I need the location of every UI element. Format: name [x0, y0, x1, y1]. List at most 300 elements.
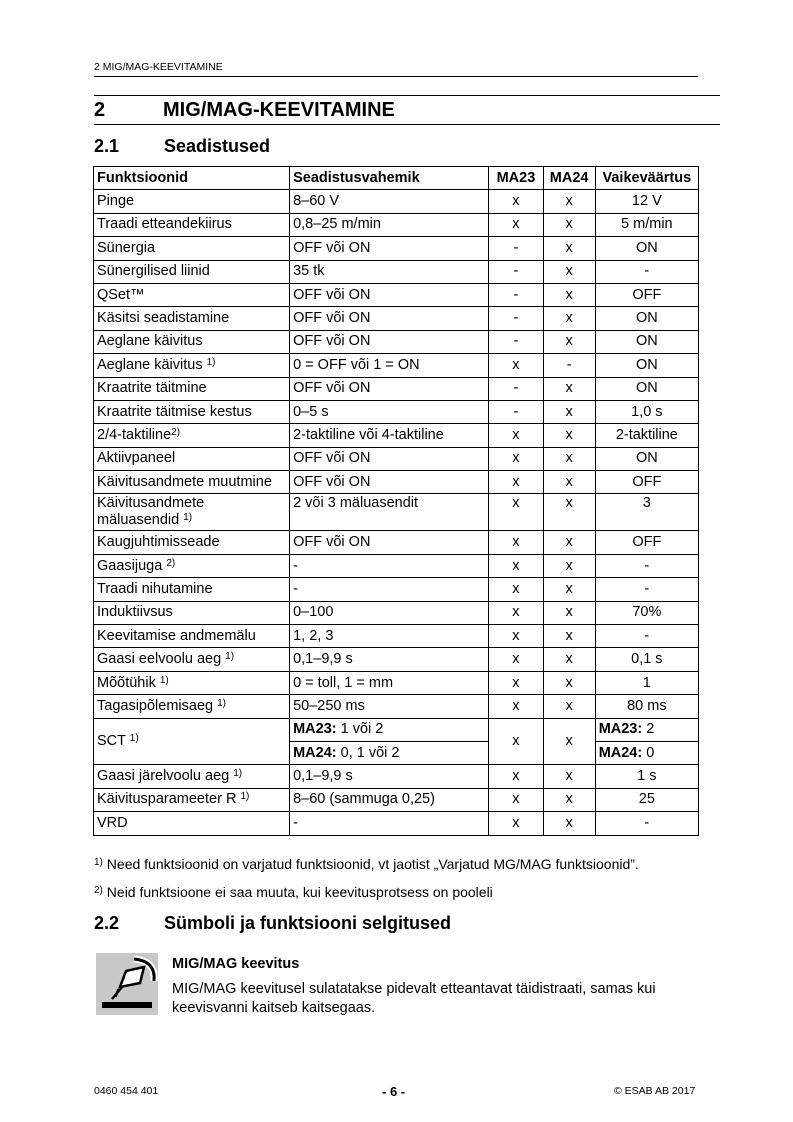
cell-ma24-text: x: [565, 403, 573, 420]
cell-function-text: Gaasi järelvoolu aeg: [97, 768, 234, 785]
cell-ma23: [489, 400, 543, 423]
cell-function-text: Sünergilised liinid: [97, 263, 210, 280]
cell-range-text: OFF või ON: [293, 310, 371, 327]
cell-range-text: OFF või ON: [293, 450, 371, 467]
cell-function: [94, 765, 290, 788]
cell-ma23: [489, 260, 543, 283]
footer-copyright: © ESAB AB 2017: [614, 1085, 696, 1097]
table-row-sct: [94, 718, 699, 741]
cell-range-text: 50–250 ms: [293, 697, 365, 714]
cell-ma23-text: x: [512, 604, 520, 621]
cell-ma24: [543, 237, 595, 260]
cell-ma24: [543, 671, 595, 694]
cell-ma24-text: x: [565, 791, 573, 808]
cell-function-text: VRD: [97, 814, 128, 831]
cell-ma23: [489, 554, 543, 577]
cell-ma23-text: x: [512, 627, 520, 644]
cell-default-text: ON: [635, 310, 658, 327]
cell-ma24-text: x: [565, 263, 573, 280]
cell-default: [595, 554, 698, 577]
cell-function-line1: Käivitusandmete: [97, 495, 205, 512]
range-value-ma23: 1 või 2: [336, 721, 384, 738]
cell-ma24-text: x: [565, 627, 573, 644]
cell-function: [94, 330, 290, 353]
cell-function: [94, 190, 290, 213]
cell-range-text: -: [293, 557, 298, 574]
cell-function-text: Kaugjuhtimisseade: [97, 534, 220, 551]
running-header: 2 MIG/MAG-KEEVITAMINE: [94, 61, 698, 77]
cell-ma23: [489, 447, 543, 470]
cell-range-text: 0 = toll, 1 = mm: [293, 674, 394, 691]
table-row: [94, 671, 699, 694]
symbol-title: MIG/MAG keevitus: [172, 956, 300, 972]
cell-function-text: Keevitamise andmemälu: [97, 627, 256, 644]
cell-ma23: [489, 648, 543, 671]
cell-default: [595, 400, 698, 423]
cell-range: [290, 601, 489, 624]
cell-default-text: 1 s: [637, 768, 657, 785]
cell-ma24-text: x: [565, 193, 573, 210]
cell-ma23-text: -: [513, 310, 519, 327]
cell-range: [290, 424, 489, 447]
cell-function-text: Kraatrite täitmise kestus: [97, 403, 252, 420]
footnote-ref: 1): [183, 512, 193, 524]
cell-range-text: 0–5 s: [293, 403, 329, 420]
footnote-1: [94, 856, 639, 872]
cell-ma24-text: x: [565, 697, 573, 714]
cell-range: [290, 354, 489, 377]
cell-ma24: [543, 554, 595, 577]
footnote-ref: 2): [171, 426, 181, 438]
cell-range: [290, 237, 489, 260]
cell-range-text: 8–60 (sammuga 0,25): [293, 791, 435, 808]
cell-range: [290, 260, 489, 283]
cell-ma23-text: x: [512, 651, 520, 668]
cell-ma23: [489, 190, 543, 213]
cell-function: [94, 400, 290, 423]
cell-range-ma24: [290, 741, 489, 764]
cell-ma23: [489, 237, 543, 260]
cell-ma23: [489, 695, 543, 718]
cell-range: [290, 471, 489, 494]
cell-default: [595, 601, 698, 624]
cell-default-text: OFF: [632, 534, 662, 551]
settings-table: [93, 166, 699, 836]
cell-ma23: [489, 354, 543, 377]
table-row: [94, 788, 699, 811]
cell-ma23: [489, 625, 543, 648]
table-body: [94, 190, 699, 835]
table-row: [94, 190, 699, 213]
cell-ma23-text: x: [512, 814, 520, 831]
cell-range: [290, 671, 489, 694]
footnote-ref: 2): [166, 557, 176, 569]
cell-function: [94, 625, 290, 648]
symbol-description: MIG/MAG keevitusel sulatatakse pidevalt etteantavat täidistraati, samas kui keevisvanni kaitseb kaitsegaas.: [172, 981, 656, 1016]
cell-ma23: [489, 283, 543, 306]
cell-ma23: x: [489, 718, 543, 765]
cell-default-text: -: [644, 814, 650, 831]
cell-ma24: [543, 400, 595, 423]
cell-function-text: Pinge: [97, 193, 135, 210]
cell-ma24-text: x: [565, 814, 573, 831]
cell-function: [94, 601, 290, 624]
table-row: [94, 531, 699, 554]
cell-default: [595, 695, 698, 718]
cell-ma23-text: x: [512, 193, 520, 210]
table-row: [94, 400, 699, 423]
cell-range-text: -: [293, 580, 298, 597]
cell-default: [595, 190, 698, 213]
cell-range: [290, 648, 489, 671]
cell-range-text: 8–60 V: [293, 193, 340, 210]
cell-function: [94, 213, 290, 236]
cell-default-text: ON: [635, 450, 658, 467]
cell-ma23: [489, 531, 543, 554]
cell-ma24: [543, 377, 595, 400]
table-row: [94, 554, 699, 577]
cell-ma24: [543, 424, 595, 447]
cell-function-text: Aeglane käivitus: [97, 333, 203, 350]
cell-default-text: 1: [642, 674, 651, 691]
cell-default: [595, 765, 698, 788]
cell-ma24-text: x: [565, 651, 573, 668]
table-row: [94, 695, 699, 718]
cell-range: [290, 283, 489, 306]
cell-default-text: 1,0 s: [631, 403, 663, 420]
cell-function: [94, 260, 290, 283]
cell-range-text: OFF või ON: [293, 286, 371, 303]
cell-range: [290, 307, 489, 330]
cell-default-text: OFF: [632, 473, 662, 490]
cell-default-text: -: [644, 263, 650, 280]
cell-ma23-text: -: [513, 380, 519, 397]
default-value-ma23: 2: [642, 721, 655, 738]
cell-range: [290, 400, 489, 423]
cell-function: [94, 283, 290, 306]
cell-function-text: Gaasi eelvoolu aeg: [97, 651, 226, 668]
cell-ma24-text: x: [565, 674, 573, 691]
cell-range: [290, 377, 489, 400]
cell-default-text: -: [644, 557, 650, 574]
footer-doc-number: 0460 454 401: [94, 1085, 159, 1097]
cell-range: [290, 788, 489, 811]
cell-function: [94, 424, 290, 447]
cell-ma24: [543, 447, 595, 470]
table-row: [94, 283, 699, 306]
cell-ma23: [489, 601, 543, 624]
cell-ma24-text: x: [565, 239, 573, 256]
footnote-2: [94, 884, 493, 900]
cell-ma23: [489, 213, 543, 236]
cell-function-text: Käsitsi seadistamine: [97, 310, 230, 327]
cell-default: [595, 788, 698, 811]
cell-range-text: OFF või ON: [293, 534, 371, 551]
cell-default: [595, 307, 698, 330]
cell-range: [290, 578, 489, 601]
table-row: [94, 424, 699, 447]
cell-function-text: Induktiivsus: [97, 604, 173, 621]
cell-ma24-text: x: [565, 310, 573, 327]
footnote-ref: 1): [225, 651, 235, 663]
cell-ma23-text: x: [512, 216, 520, 233]
cell-default-text: -: [644, 580, 650, 597]
footnote-mark: 2): [94, 885, 103, 896]
cell-ma23-text: x: [512, 697, 520, 714]
cell-default-text: ON: [635, 239, 658, 256]
cell-ma23-text: -: [513, 263, 519, 280]
footnote-mark: 1): [94, 857, 103, 868]
cell-range-text: 0–100: [293, 604, 334, 621]
section-number: 2: [94, 99, 106, 121]
cell-ma23: [489, 424, 543, 447]
cell-ma24: x: [543, 718, 595, 765]
footnote-ref: 1): [206, 356, 216, 368]
header-ma24: MA24: [543, 167, 595, 190]
cell-range-text: 0,1–9,9 s: [293, 651, 353, 668]
cell-default: [595, 578, 698, 601]
cell-ma23-text: x: [512, 473, 520, 490]
cell-range: [290, 554, 489, 577]
cell-function: [94, 648, 290, 671]
cell-ma23-text: x: [512, 768, 520, 785]
cell-ma24: [543, 648, 595, 671]
cell-function: [94, 494, 290, 531]
cell-function-text: QSet™: [97, 286, 145, 303]
table-row: [94, 447, 699, 470]
cell-range: [290, 765, 489, 788]
cell-ma23: [489, 765, 543, 788]
cell-ma24-text: x: [565, 286, 573, 303]
cell-function: [94, 718, 290, 765]
cell-ma23-text: x: [512, 791, 520, 808]
cell-function-text: 2/4-taktiline: [97, 426, 172, 443]
cell-default-text: 70%: [632, 604, 662, 621]
cell-function: [94, 531, 290, 554]
cell-range: 2 või 3 mäluasendit: [290, 494, 489, 531]
cell-ma24: [543, 788, 595, 811]
cell-function-text: Sünergia: [97, 239, 156, 256]
cell-default: [595, 648, 698, 671]
cell-range-text: OFF või ON: [293, 239, 371, 256]
footnote-ref: 1): [129, 732, 139, 744]
cell-ma24-text: x: [565, 380, 573, 397]
cell-range-text: 0,1–9,9 s: [293, 768, 353, 785]
subsection-number: 2.1: [94, 136, 120, 156]
cell-default-ma23: [595, 718, 698, 741]
cell-default: [595, 237, 698, 260]
cell-ma23-text: -: [513, 286, 519, 303]
cell-default-text: 2-taktiline: [615, 426, 678, 443]
cell-default-text: 12 V: [631, 193, 662, 210]
cell-default: [595, 812, 698, 835]
cell-range-text: OFF või ON: [293, 473, 371, 490]
cell-ma23-text: -: [513, 403, 519, 420]
cell-function: [94, 377, 290, 400]
table-row: [94, 765, 699, 788]
cell-function-text: Tagasipõlemisaeg: [97, 697, 218, 714]
cell-ma24: x: [543, 494, 595, 531]
cell-ma24-text: -: [566, 356, 572, 373]
footer-page-number: - 6 -: [382, 1084, 406, 1099]
cell-range-text: 0 = OFF või 1 = ON: [293, 356, 420, 373]
cell-range-text: 35 tk: [293, 263, 325, 280]
range-label-ma23: MA23:: [293, 721, 337, 738]
cell-function-text: Käivitusparameeter R: [97, 791, 241, 808]
cell-default: [595, 283, 698, 306]
table-row: [94, 601, 699, 624]
cell-default-text: ON: [635, 356, 658, 373]
cell-range-text: OFF või ON: [293, 380, 371, 397]
cell-ma23: [489, 578, 543, 601]
cell-range: [290, 625, 489, 648]
cell-function: [94, 671, 290, 694]
cell-ma23-text: x: [512, 356, 520, 373]
cell-ma24: [543, 213, 595, 236]
cell-function: [94, 447, 290, 470]
cell-ma24: [543, 625, 595, 648]
cell-function: [94, 695, 290, 718]
cell-ma24-text: x: [565, 216, 573, 233]
cell-ma24: [543, 260, 595, 283]
cell-ma24: [543, 812, 595, 835]
cell-function-text: Traadi etteandekiirus: [97, 216, 232, 233]
subsection-title: Seadistused: [164, 136, 271, 156]
cell-function-text: Aeglane käivitus: [97, 356, 207, 373]
subsection-number: 2.2: [94, 913, 120, 933]
section-title: MIG/MAG-KEEVITAMINE: [163, 99, 395, 121]
cell-function-text: Mõõtühik: [97, 674, 160, 691]
cell-default-text: ON: [635, 333, 658, 350]
cell-range: [290, 213, 489, 236]
cell-default-text: 25: [638, 791, 655, 808]
cell-function: [94, 812, 290, 835]
cell-ma24-text: x: [565, 426, 573, 443]
cell-ma23-text: x: [512, 580, 520, 597]
cell-default: [595, 354, 698, 377]
cell-default-text: 0,1 s: [631, 651, 663, 668]
cell-default: [595, 213, 698, 236]
cell-ma24: [543, 531, 595, 554]
range-value-ma24: 0, 1 või 2: [336, 744, 400, 761]
cell-default-text: ON: [635, 380, 658, 397]
cell-default: [595, 447, 698, 470]
table-row: [94, 237, 699, 260]
cell-ma23: [489, 377, 543, 400]
cell-ma23: x: [489, 494, 543, 531]
cell-default: [595, 531, 698, 554]
subsection-title: Sümboli ja funktsiooni selgitused: [164, 913, 452, 933]
cell-function-text: Kraatrite täitmine: [97, 380, 207, 397]
footnote-ref: 1): [217, 697, 227, 709]
cell-default: 3: [595, 494, 698, 531]
cell-ma24-text: x: [565, 557, 573, 574]
cell-ma23: [489, 471, 543, 494]
cell-default: [595, 260, 698, 283]
cell-default-text: -: [644, 627, 650, 644]
header-range: Seadistusvahemik: [290, 167, 489, 190]
cell-ma24: [543, 354, 595, 377]
default-label-ma24: MA24:: [598, 744, 643, 761]
cell-ma23-text: -: [513, 333, 519, 350]
footnote-text: Neid funktsioone ei saa muuta, kui keevitusprotsess on pooleli: [102, 884, 493, 900]
cell-function: [94, 237, 290, 260]
table-row: [94, 578, 699, 601]
cell-function-text: SCT: [97, 732, 130, 749]
cell-range-text: -: [293, 814, 298, 831]
cell-function-text: Käivitusandmete muutmine: [97, 473, 272, 490]
cell-range-text: OFF või ON: [293, 333, 371, 350]
cell-ma23-text: -: [513, 239, 519, 256]
cell-ma24: [543, 765, 595, 788]
cell-range: [290, 447, 489, 470]
table-row: [94, 494, 699, 531]
table-row: [94, 625, 699, 648]
table-row: [94, 812, 699, 835]
table-row: [94, 330, 699, 353]
cell-default: [595, 377, 698, 400]
cell-ma24: [543, 283, 595, 306]
cell-ma23-text: x: [512, 426, 520, 443]
cell-function: [94, 307, 290, 330]
cell-ma23-text: x: [512, 557, 520, 574]
header-ma23: MA23: [489, 167, 543, 190]
cell-ma23-text: x: [512, 534, 520, 551]
cell-default-text: OFF: [632, 286, 662, 303]
cell-function: [94, 788, 290, 811]
cell-ma24: [543, 190, 595, 213]
cell-ma24: [543, 601, 595, 624]
cell-function: [94, 471, 290, 494]
cell-default: [595, 471, 698, 494]
cell-ma23: [489, 671, 543, 694]
cell-ma24: [543, 578, 595, 601]
cell-range: [290, 695, 489, 718]
cell-default: [595, 625, 698, 648]
footnote-ref: 1): [240, 791, 250, 803]
cell-range-text: 2-taktiline või 4-taktiline: [293, 426, 444, 443]
cell-range: [290, 330, 489, 353]
cell-default: [595, 424, 698, 447]
section-heading: [94, 95, 720, 125]
footnote-ref: 1): [159, 674, 169, 686]
table-row: [94, 471, 699, 494]
cell-function: [94, 554, 290, 577]
table-row: [94, 260, 699, 283]
cell-ma24-text: x: [565, 604, 573, 621]
table-row: [94, 213, 699, 236]
cell-ma24-text: x: [565, 580, 573, 597]
default-value-ma24: 0: [642, 744, 655, 761]
cell-function-line2: mäluasendid: [97, 512, 184, 529]
cell-default-text: 80 ms: [627, 697, 667, 714]
footnote-ref: 1): [233, 768, 243, 780]
cell-function-text: Gaasijuga: [97, 557, 167, 574]
cell-ma23-text: x: [512, 450, 520, 467]
cell-range: [290, 190, 489, 213]
table-row: [94, 377, 699, 400]
cell-range: [290, 531, 489, 554]
cell-ma24-text: x: [565, 473, 573, 490]
cell-ma23: [489, 812, 543, 835]
cell-ma24-text: x: [565, 534, 573, 551]
cell-ma24: [543, 695, 595, 718]
cell-ma24: [543, 471, 595, 494]
cell-function-text: Traadi nihutamine: [97, 580, 213, 597]
cell-default-text: 5 m/min: [621, 216, 673, 233]
table-row: [94, 307, 699, 330]
cell-default: [595, 671, 698, 694]
